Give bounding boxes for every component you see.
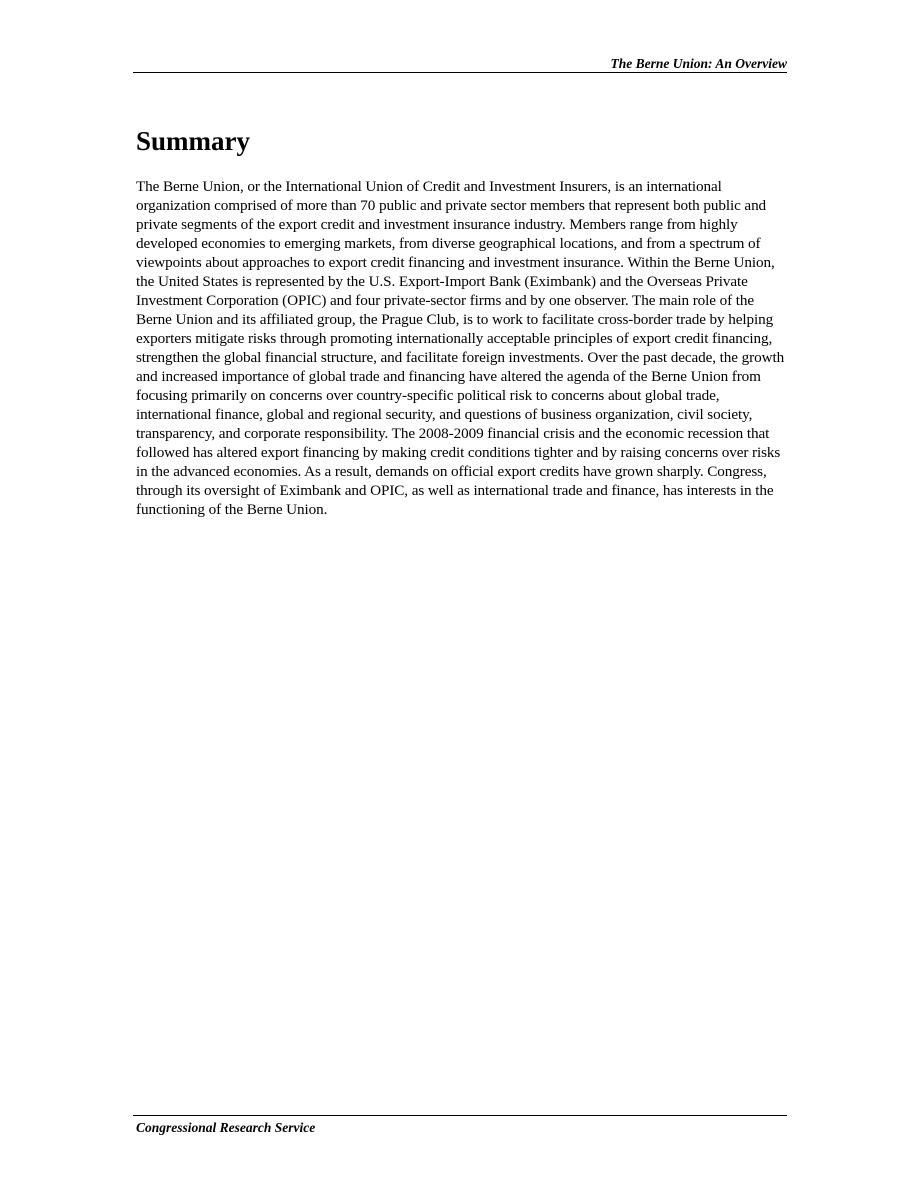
running-header-title: The Berne Union: An Overview (610, 56, 787, 71)
summary-paragraph: The Berne Union, or the International Union of Credit and Investment Insurers, is an international organization comprised of more than 70 public and private sector members that represent both public and private segments of the export credit and investment insurance industry. Members range from highly developed economies to emerging markets, from diverse geographical locations, and from a spectrum of viewpoints about approaches to export credit financing and investment insurance. Within the Berne Union, the United States is represented by the U.S. Export-Import Bank (Eximbank) and the Overseas Private Investment Corporation (OPIC) and four private-sector firms and by one observer. The main role of the Berne Union and its affiliated group, the Prague Club, is to work to facilitate cross-border trade by helping exporters mitigate risks through promoting internationally acceptable principles of export credit financing, strengthen the global financial structure, and facilitate foreign investments. Over the past decade, the growth and increased importance of global trade and financing have altered the agenda of the Berne Union from focusing primarily on concerns over country-specific political risk to concerns about global trade, international finance, global and regional security, and questions of business organization, civil society, transparency, and corporate responsibility. The 2008-2009 financial crisis and the economic recession that followed has altered export financing by making credit conditions tighter and by raising concerns over risks in the advanced economies. As a result, demands on official export credits have grown sharply. Congress, through its oversight of Eximbank and OPIC, as well as international trade and finance, has interests in the functioning of the Berne Union. (136, 178, 785, 518)
footer-divider (133, 1115, 787, 1116)
running-footer-organization: Congressional Research Service (136, 1120, 316, 1135)
section-heading: Summary (136, 126, 250, 156)
header-divider (133, 72, 787, 73)
